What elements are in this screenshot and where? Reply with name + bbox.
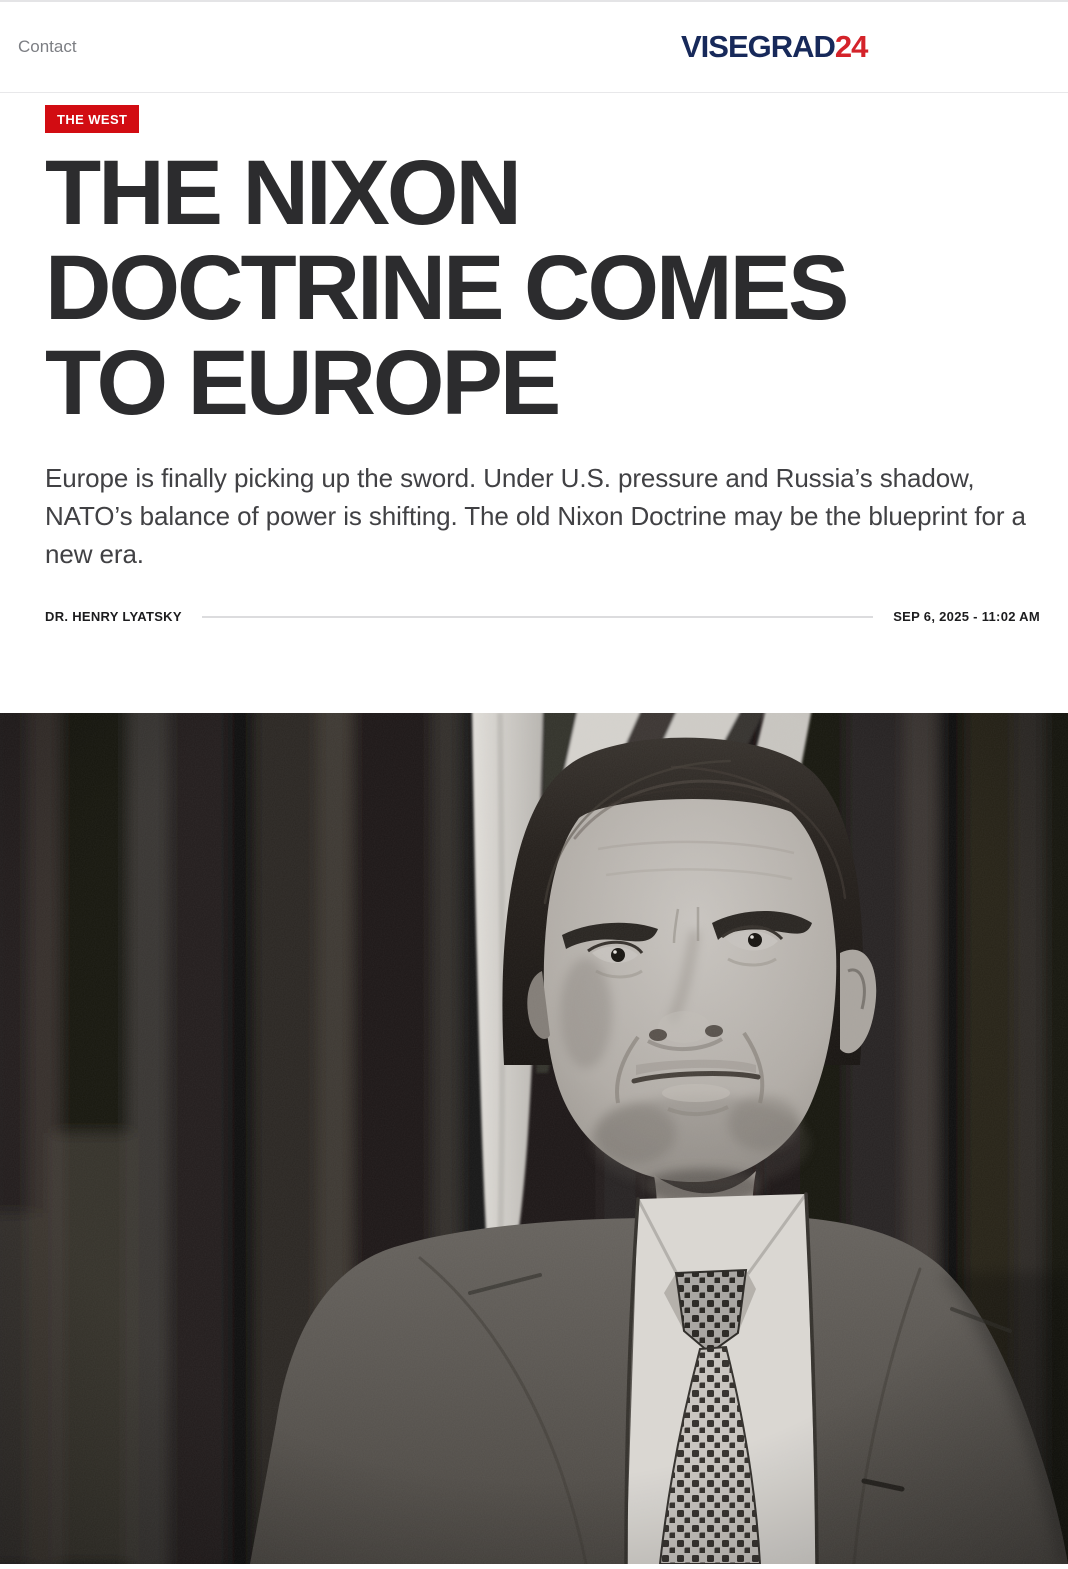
title-line: DOCTRINE COMES — [45, 237, 847, 339]
site-header — [0, 0, 1068, 93]
contact-link[interactable]: Contact — [18, 37, 77, 56]
nixon-photo-illustration — [0, 713, 1068, 1564]
logo-text-24: 24 — [834, 29, 868, 64]
article-meta — [45, 609, 1040, 624]
title-line: THE NIXON — [45, 142, 519, 244]
article-title — [45, 142, 1040, 434]
article-subtitle: Europe is finally picking up the sword. Under U.S. pressure and Russia’s shadow, NATO’s balance of power is shifting. The old Nixon Doctrine may be the blueprint for a new era. — [45, 463, 1026, 569]
publish-date: SEP 6, 2025 - 11:02 AM — [893, 609, 1040, 624]
article-header — [0, 93, 1068, 624]
article-page — [0, 93, 1068, 1564]
author-name[interactable]: DR. HENRY LYATSKY — [45, 609, 182, 624]
film-grain-overlay — [0, 713, 1068, 1564]
category-badge[interactable]: THE WEST — [45, 105, 139, 133]
hero-image — [0, 713, 1068, 1564]
logo-text-visegrad: VISEGRAD — [681, 29, 835, 64]
title-line: TO EUROPE — [45, 332, 559, 434]
meta-divider-line — [202, 616, 873, 618]
site-logo[interactable] — [681, 29, 867, 65]
